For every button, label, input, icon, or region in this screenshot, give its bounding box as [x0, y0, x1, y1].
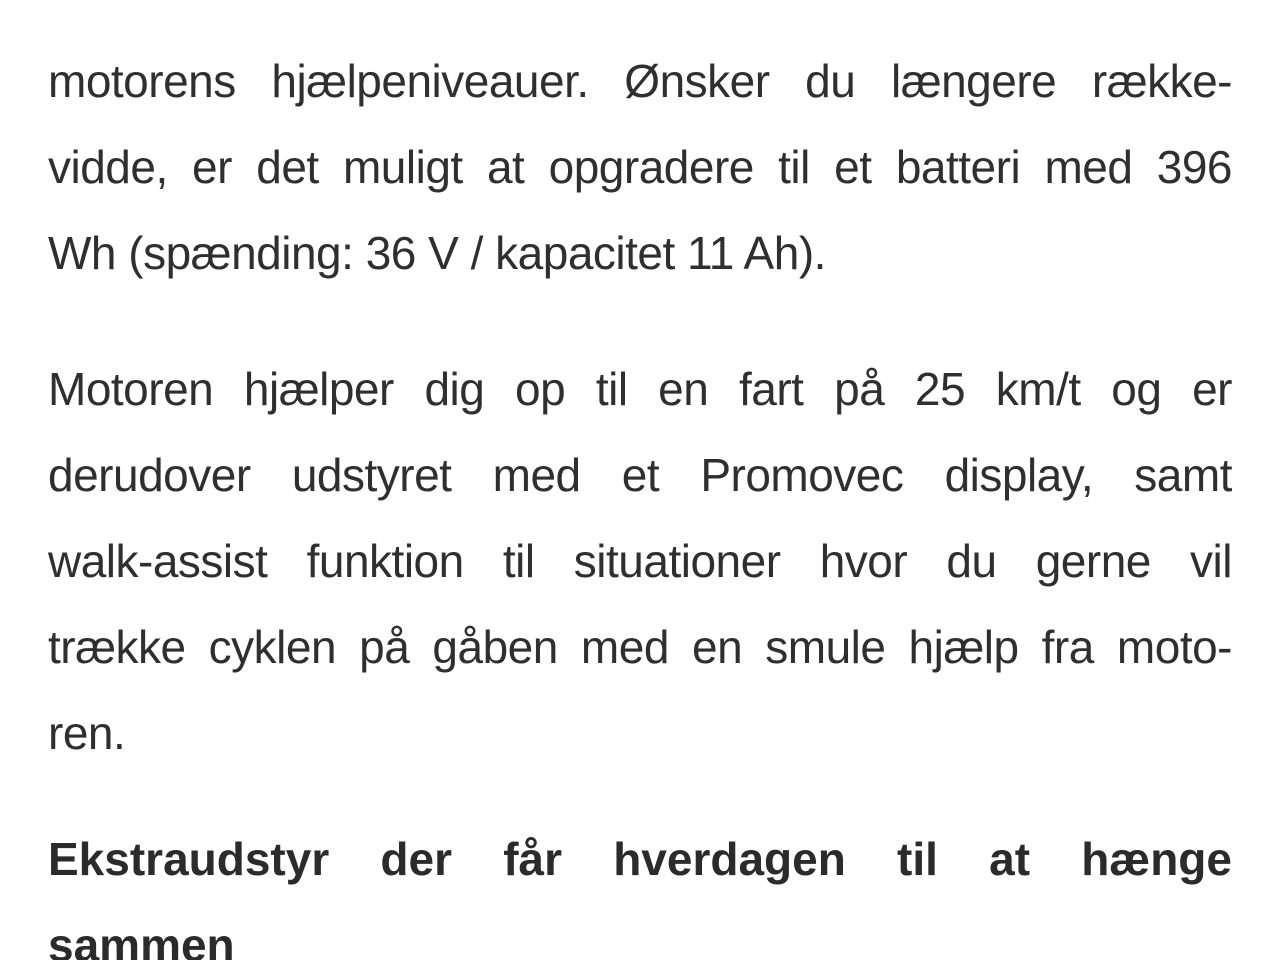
paragraph-spacer — [48, 296, 1232, 346]
paragraph-line: walk-assist funktion til situationer hvor du gerne vil — [48, 535, 1232, 587]
paragraph-line: motorens hjælpeniveauer. Ønsker du længere række- — [48, 55, 1232, 107]
paragraph-line: vidde, er det muligt at opgradere til et batteri med 396 — [48, 141, 1232, 193]
paragraph-line: Wh (spænding: 36 V / kapacitet 11 Ah). — [48, 227, 826, 279]
paragraph-motor — [48, 346, 1232, 776]
heading-spacer — [48, 776, 1232, 816]
section-heading — [48, 816, 1232, 960]
paragraph-battery — [48, 38, 1232, 296]
paragraph-line — [48, 0, 1232, 38]
article-content — [48, 0, 1232, 960]
paragraph-line: derudover udstyret med et Promovec display, samt — [48, 449, 1232, 501]
paragraph-line: ren. — [48, 707, 126, 759]
heading-line: Ekstraudstyr der får hverdagen til at hænge — [48, 833, 1232, 885]
paragraph-line: trække cyklen på gåben med en smule hjælp fra moto- — [48, 621, 1232, 673]
paragraph-line: Motoren hjælper dig op til en fart på 25 km/t og er — [48, 363, 1232, 415]
heading-line: sammen — [48, 919, 235, 960]
